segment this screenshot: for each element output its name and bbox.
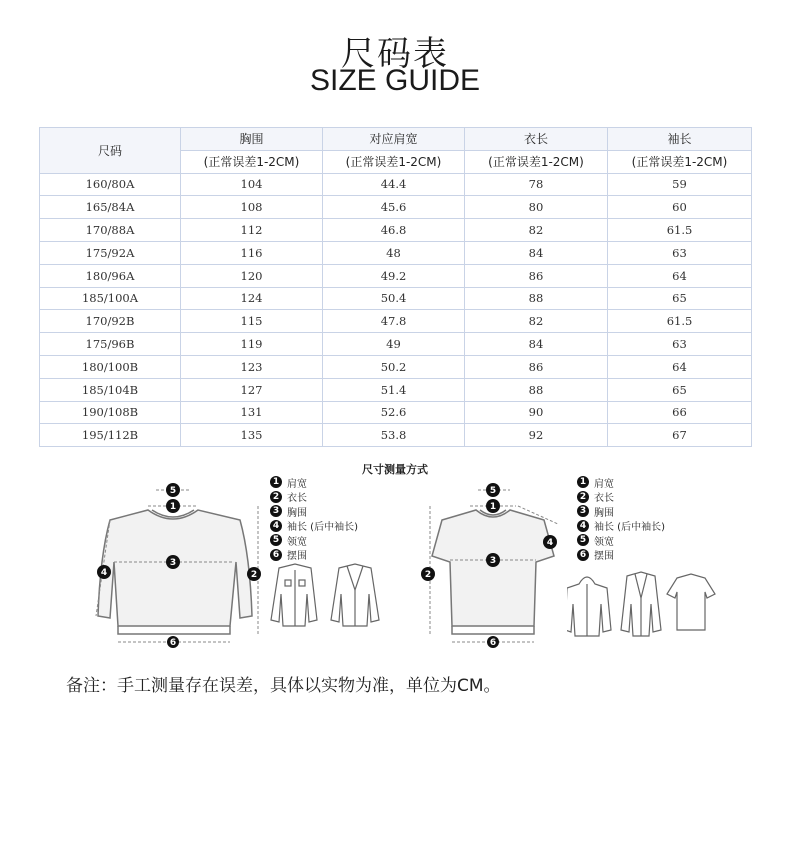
column-header-length: 衣长	[465, 128, 608, 151]
table-row	[40, 219, 752, 242]
measurement-cell: 51.4	[323, 378, 465, 401]
table-row	[40, 401, 752, 424]
sweater-measure-diagram	[90, 476, 270, 648]
measurement-cell: 86	[465, 355, 608, 378]
measurement-cell: 116	[181, 241, 323, 264]
table-row	[40, 424, 752, 447]
marker-5: 5	[169, 486, 177, 496]
measurement-note: 备注：手工测量存在误差，具体以实物为准，单位为CM。	[66, 676, 501, 696]
marker-5: 5	[489, 486, 497, 496]
measurement-cell: 115	[181, 310, 323, 333]
measurement-cell: 53.8	[323, 424, 465, 447]
measurement-cell: 59	[608, 173, 752, 196]
page-title-en: SIZE GUIDE	[309, 64, 481, 97]
measurement-cell: 123	[181, 355, 323, 378]
measurement-cell: 92	[465, 424, 608, 447]
measurement-cell: 63	[608, 241, 752, 264]
legend-number-badge: 3	[577, 505, 589, 517]
legend-label: 肩宽	[594, 478, 614, 490]
measurement-cell: 127	[181, 378, 323, 401]
measurement-cell: 48	[323, 241, 465, 264]
table-row	[40, 333, 752, 356]
marker-4: 4	[100, 568, 108, 578]
marker-1: 1	[169, 502, 177, 512]
measurement-cell: 88	[465, 378, 608, 401]
measurement-cell: 86	[465, 264, 608, 287]
measurement-cell: 112	[181, 219, 323, 242]
measurement-cell: 45.6	[323, 196, 465, 219]
measurement-cell: 66	[608, 401, 752, 424]
size-cell: 190/108B	[40, 401, 181, 424]
measurement-cell: 84	[465, 241, 608, 264]
marker-2: 2	[424, 570, 432, 580]
measurement-cell: 84	[465, 333, 608, 356]
measurement-cell: 135	[181, 424, 323, 447]
page-title-cn: 尺码表	[341, 34, 449, 74]
marker-1: 1	[489, 502, 497, 512]
measurement-cell: 124	[181, 287, 323, 310]
measurement-cell: 108	[181, 196, 323, 219]
measurement-cell: 50.4	[323, 287, 465, 310]
measurement-cell: 131	[181, 401, 323, 424]
size-cell: 195/112B	[40, 424, 181, 447]
measurement-cell: 82	[465, 310, 608, 333]
measurement-cell: 65	[608, 287, 752, 310]
size-cell: 175/92A	[40, 241, 181, 264]
size-table	[39, 127, 752, 447]
size-cell: 170/92B	[40, 310, 181, 333]
measurement-cell: 64	[608, 355, 752, 378]
legend-number-badge: 4	[577, 520, 589, 532]
legend-label: 领宽	[594, 536, 614, 548]
measurement-cell: 50.2	[323, 355, 465, 378]
legend-label: 摆围	[594, 551, 614, 563]
legend-item	[577, 504, 665, 519]
measurement-cell: 64	[608, 264, 752, 287]
legend-item	[270, 533, 358, 548]
legend-item	[270, 519, 358, 534]
measurement-cell: 119	[181, 333, 323, 356]
table-row	[40, 173, 752, 196]
size-cell: 180/100B	[40, 355, 181, 378]
jacket-sketches	[265, 560, 385, 632]
marker-6: 6	[489, 638, 497, 648]
legend-number-badge: 5	[577, 534, 589, 546]
table-row	[40, 241, 752, 264]
table-row	[40, 264, 752, 287]
legend-number-badge: 3	[270, 505, 282, 517]
marker-3: 3	[489, 556, 497, 566]
legend-label: 领宽	[287, 536, 307, 548]
legend-item	[577, 519, 665, 534]
legend-item	[577, 475, 665, 490]
size-cell: 170/88A	[40, 219, 181, 242]
measurement-cell: 104	[181, 173, 323, 196]
size-cell: 165/84A	[40, 196, 181, 219]
measure-method-title: 尺寸测量方式	[362, 463, 428, 476]
legend-right	[577, 475, 665, 562]
measurement-cell: 80	[465, 196, 608, 219]
measurement-cell: 52.6	[323, 401, 465, 424]
legend-label: 胸围	[594, 507, 614, 519]
marker-6: 6	[169, 638, 177, 648]
measurement-cell: 90	[465, 401, 608, 424]
legend-item	[577, 490, 665, 505]
measurement-cell: 78	[465, 173, 608, 196]
measurement-cell: 61.5	[608, 219, 752, 242]
tshirt-measure-diagram	[418, 476, 568, 648]
legend-number-badge: 2	[270, 491, 282, 503]
column-tolerance-note: (正常误差1-2CM)	[608, 150, 752, 173]
size-cell: 175/96B	[40, 333, 181, 356]
legend-label: 袖长 (后中袖长)	[287, 522, 358, 534]
legend-item	[270, 504, 358, 519]
legend-number-badge: 6	[270, 549, 282, 561]
legend-label: 肩宽	[287, 478, 307, 490]
column-header-shoulder: 对应肩宽	[323, 128, 465, 151]
column-tolerance-note: (正常误差1-2CM)	[323, 150, 465, 173]
legend-item	[270, 490, 358, 505]
measurement-cell: 49	[323, 333, 465, 356]
size-cell: 185/104B	[40, 378, 181, 401]
table-header-row	[40, 128, 752, 151]
measurement-cell: 82	[465, 219, 608, 242]
legend-number-badge: 1	[577, 476, 589, 488]
marker-2: 2	[250, 570, 258, 580]
marker-3: 3	[169, 558, 177, 568]
size-cell: 180/96A	[40, 264, 181, 287]
size-column-header: 尺码	[40, 128, 181, 174]
legend-number-badge: 6	[577, 549, 589, 561]
marker-4: 4	[546, 538, 554, 548]
measurement-cell: 44.4	[323, 173, 465, 196]
measurement-cell: 88	[465, 287, 608, 310]
measurement-cell: 60	[608, 196, 752, 219]
legend-label: 胸围	[287, 507, 307, 519]
measurement-cell: 49.2	[323, 264, 465, 287]
legend-number-badge: 2	[577, 491, 589, 503]
legend-label: 摆围	[287, 551, 307, 563]
legend-label: 衣长	[287, 493, 307, 505]
legend-item	[577, 533, 665, 548]
legend-item	[577, 548, 665, 563]
legend-number-badge: 4	[270, 520, 282, 532]
column-tolerance-note: (正常误差1-2CM)	[465, 150, 608, 173]
size-cell: 160/80A	[40, 173, 181, 196]
column-tolerance-note: (正常误差1-2CM)	[181, 150, 323, 173]
legend-left	[270, 475, 358, 562]
legend-label: 袖长 (后中袖长)	[594, 522, 665, 534]
measurement-cell: 120	[181, 264, 323, 287]
legend-number-badge: 5	[270, 534, 282, 546]
table-row	[40, 310, 752, 333]
legend-label: 衣长	[594, 493, 614, 505]
table-row	[40, 287, 752, 310]
hoodie-cardigan-tee-sketches	[567, 570, 717, 638]
table-row	[40, 355, 752, 378]
column-header-chest: 胸围	[181, 128, 323, 151]
legend-item	[270, 475, 358, 490]
size-cell: 185/100A	[40, 287, 181, 310]
legend-number-badge: 1	[270, 476, 282, 488]
measurement-cell: 65	[608, 378, 752, 401]
measurement-cell: 47.8	[323, 310, 465, 333]
measurement-cell: 46.8	[323, 219, 465, 242]
table-row	[40, 196, 752, 219]
table-row	[40, 378, 752, 401]
column-header-sleeve: 袖长	[608, 128, 752, 151]
measurement-cell: 63	[608, 333, 752, 356]
measurement-cell: 67	[608, 424, 752, 447]
measurement-cell: 61.5	[608, 310, 752, 333]
